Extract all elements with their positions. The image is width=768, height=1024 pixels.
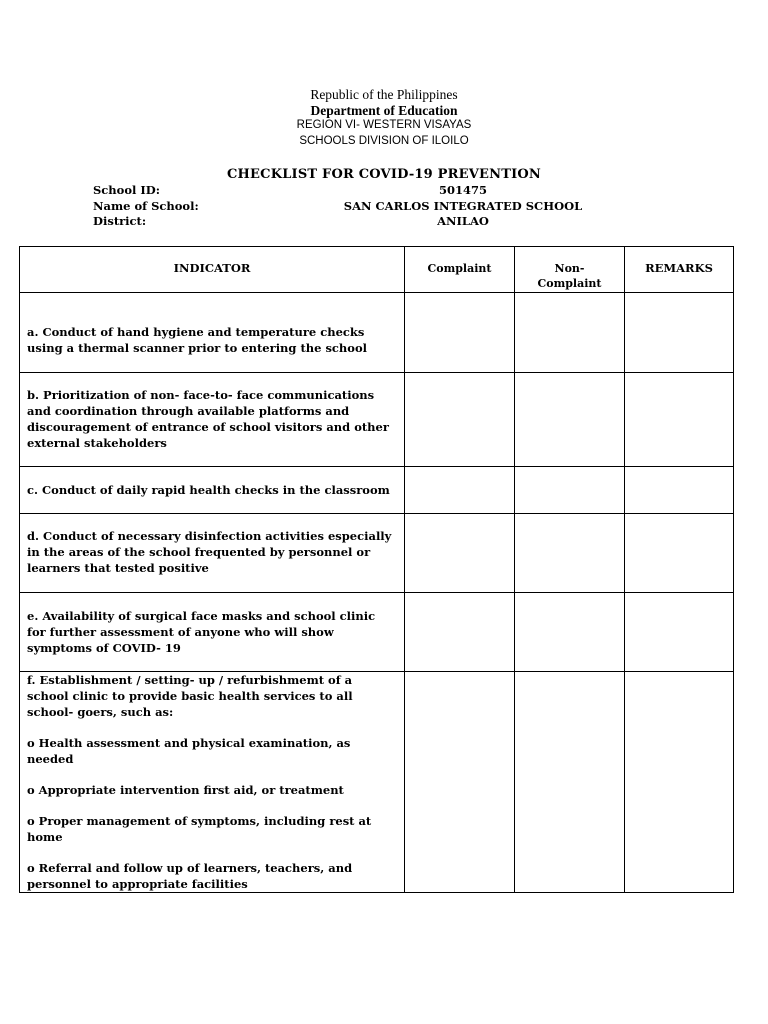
remarks-cell[interactable] [625, 467, 734, 514]
clinic-item-4: o Referral and follow up of learners, teachers, and personnel to appropriate facilities [27, 861, 353, 891]
district-value: ANILAO [437, 214, 489, 228]
indicator-header: INDICATOR [20, 247, 405, 293]
indicator-cell [20, 373, 405, 467]
non-complaint-cell[interactable] [515, 593, 625, 672]
non-complaint-cell[interactable] [515, 373, 625, 467]
remarks-cell[interactable] [625, 293, 734, 373]
district-label: District: [93, 214, 147, 228]
indicator-text: e. Availability of surgical face masks and school clinic for further assessment of anyone who will show symptoms of COVID- 19 [27, 609, 376, 655]
table-row [20, 514, 734, 593]
region-line: REGION VI- WESTERN VISAYAS [296, 119, 472, 131]
school-id-value: 501475 [438, 183, 487, 197]
non-complaint-header-line1: Non- [554, 262, 585, 275]
clinic-item-1: o Health assessment and physical examination, as needed [27, 736, 351, 766]
indicator-cell [20, 293, 405, 373]
clinic-intro: f. Establishment / setting- up / refurbishmemt of a school clinic to provide basic health services to all school- goers, such as: [27, 673, 353, 719]
clinic-item-3: o Proper management of symptoms, including rest at home [27, 814, 372, 844]
department-line: Department of Education [310, 102, 458, 118]
indicator-cell [20, 514, 405, 593]
school-id-label: School ID: [93, 183, 160, 197]
indicator-text: c. Conduct of daily rapid health checks in the classroom [27, 483, 390, 497]
non-complaint-cell[interactable] [515, 293, 625, 373]
indicator-cell [20, 467, 405, 514]
table-header-row [20, 247, 734, 293]
remarks-cell[interactable] [625, 672, 734, 893]
indicator-text: d. Conduct of necessary disinfection activities especially in the areas of the school frequented by personnel or learners that tested positive [27, 529, 392, 575]
remarks-cell[interactable] [625, 373, 734, 467]
complaint-cell[interactable] [405, 293, 515, 373]
indicator-text: a. Conduct of hand hygiene and temperature checks using a thermal scanner prior to entering the school [27, 325, 368, 355]
table-row [20, 293, 734, 373]
complaint-cell[interactable] [405, 593, 515, 672]
school-name-label: Name of School: [93, 199, 199, 213]
indicator-cell [20, 672, 405, 893]
clinic-item-2: o Appropriate intervention first aid, or treatment [27, 783, 344, 797]
division-line: SCHOOLS DIVISION OF ILOILO [299, 134, 469, 147]
checklist-table [19, 246, 734, 893]
table-row [20, 467, 734, 514]
school-name-value: SAN CARLOS INTEGRATED SCHOOL [343, 199, 583, 213]
complaint-cell[interactable] [405, 467, 515, 514]
indicator-text [20, 672, 404, 892]
republic-line: Republic of the Philippines [310, 87, 458, 102]
complaint-cell[interactable] [405, 672, 515, 893]
indicator-cell [20, 593, 405, 672]
non-complaint-cell[interactable] [515, 467, 625, 514]
table-row [20, 373, 734, 467]
remarks-cell[interactable] [625, 514, 734, 593]
non-complaint-cell[interactable] [515, 514, 625, 593]
table-row [20, 593, 734, 672]
indicator-text: b. Prioritization of non- face-to- face communications and coordination through available platforms and discouragement of entrance of school visitors and other external stakeholders [27, 388, 389, 450]
document-header [0, 87, 768, 149]
table-row [20, 672, 734, 893]
non-complaint-header-line2: Complaint [537, 277, 602, 290]
checklist-title: CHECKLIST FOR COVID-19 PREVENTION [227, 167, 541, 182]
complaint-cell[interactable] [405, 373, 515, 467]
complaint-header: Complaint [405, 247, 515, 293]
non-complaint-cell[interactable] [515, 672, 625, 893]
remarks-cell[interactable] [625, 593, 734, 672]
remarks-header: REMARKS [625, 247, 734, 293]
complaint-cell[interactable] [405, 514, 515, 593]
non-complaint-header [515, 247, 625, 293]
